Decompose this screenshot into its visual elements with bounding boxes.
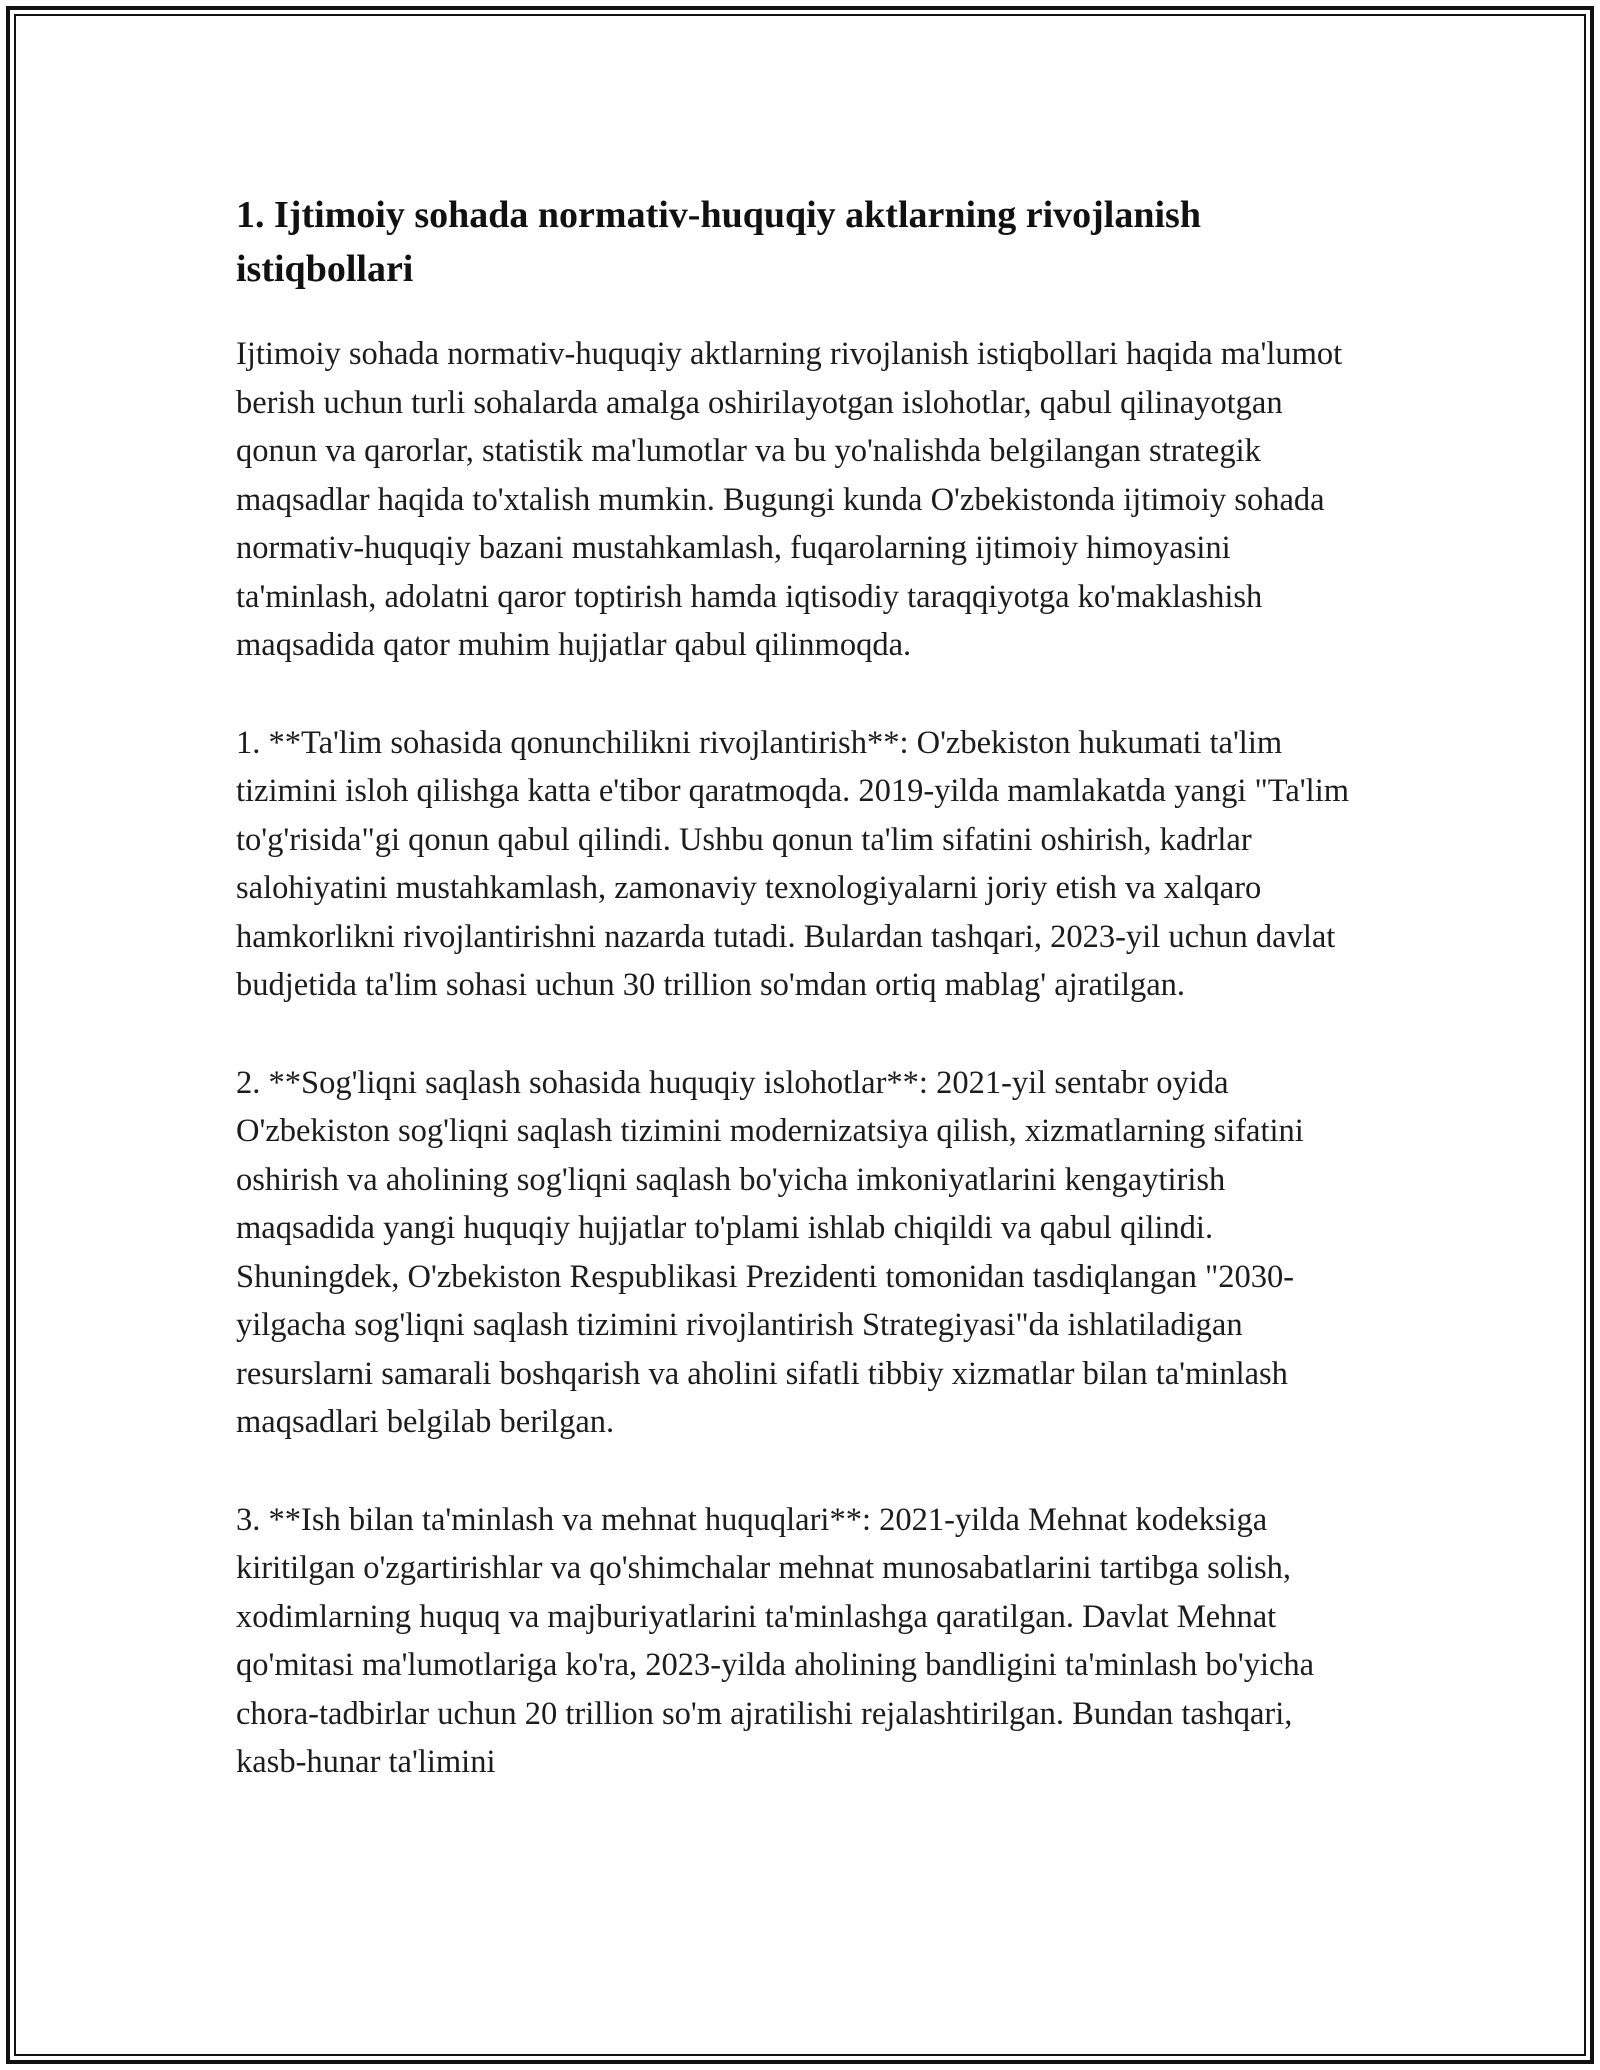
- document-body: [236, 188, 1366, 1836]
- paragraph-employment: 3. **Ish bilan ta'minlash va mehnat huquqlari**: 2021-yilda Mehnat kodeksiga kiritilgan o'zgartirishlar va qo'shimchalar mehnat munosabatlarini tartibga solish, xodimlarning huquq va majburiyatlarini ta'minlashga qaratilgan. Davlat Mehnat qo'mitasi ma'lumotlariga ko'ra, 2023-yilda aholining bandligini ta'minlash bo'yicha chora-tadbirlar uchun 20 trillion so'm ajratilishi rejalashtirilgan. Bundan tashqari, kasb-hunar ta'limini: [236, 1501, 1315, 1780]
- paragraph-education: 1. **Ta'lim sohasida qonunchilikni rivojlantirish**: O'zbekiston hukumati ta'lim tizimini isloh qilishga katta e'tibor qaratmoqda. 2019-yilda mamlakatda yangi "Ta'lim to'g'risida"gi qonun qabul qilindi. Ushbu qonun ta'lim sifatini oshirish, kadrlar salohiyatini mustahkamlash, zamonaviy texnologiyalarni joriy etish va xalqaro hamkorlikni rivojlantirishni nazarda tutadi. Bulardan tashqari, 2023-yil uchun davlat budjetida ta'lim sohasi uchun 30 trillion so'mdan ortiq mablag' ajratilgan.: [236, 724, 1349, 1003]
- intro-paragraph: Ijtimoiy sohada normativ-huquqiy aktlarning rivojlanish istiqbollari haqida ma'lumot berish uchun turli sohalarda amalga oshirilayotgan islohotlar, qabul qilinayotgan qonun va qarorlar, statistik ma'lumotlar va bu yo'nalishda belgilangan strategik maqsadlar haqida to'xtalish mumkin. Bugungi kunda O'zbekistonda ijtimoiy sohada normativ-huquqiy bazani mustahkamlash, fuqarolarning ijtimoiy himoyasini ta'minlash, adolatni qaror toptirish hamda iqtisodiy taraqqiyotga ko'maklashish maqsadida qator muhim hujjatlar qabul qilinmoqda.: [236, 336, 1343, 663]
- section-heading: 1. Ijtimoiy sohada normativ-huquqiy aktlarning rivojlanish istiqbollari: [236, 194, 1201, 290]
- paragraph-healthcare: 2. **Sog'liqni saqlash sohasida huquqiy islohotlar**: 2021-yil sentabr oyida O'zbekiston sog'liqni saqlash tizimini modernizatsiya qilish, xizmatlarning sifatini oshirish va aholining sog'liqni saqlash bo'yicha imkoniyatlarini kengaytirish maqsadida yangi huquqiy hujjatlar to'plami ishlab chiqildi va qabul qilindi. Shuningdek, O'zbekiston Respublikasi Prezidenti tomonidan tasdiqlangan "2030-yilgacha sog'liqni saqlash tizimini rivojlantirish Strategiyasi"da ishlatiladigan resurslarni samarali boshqarish va aholini sifatli tibbiy xizmatlar bilan ta'minlash maqsadlari belgilab berilgan.: [236, 1064, 1304, 1440]
